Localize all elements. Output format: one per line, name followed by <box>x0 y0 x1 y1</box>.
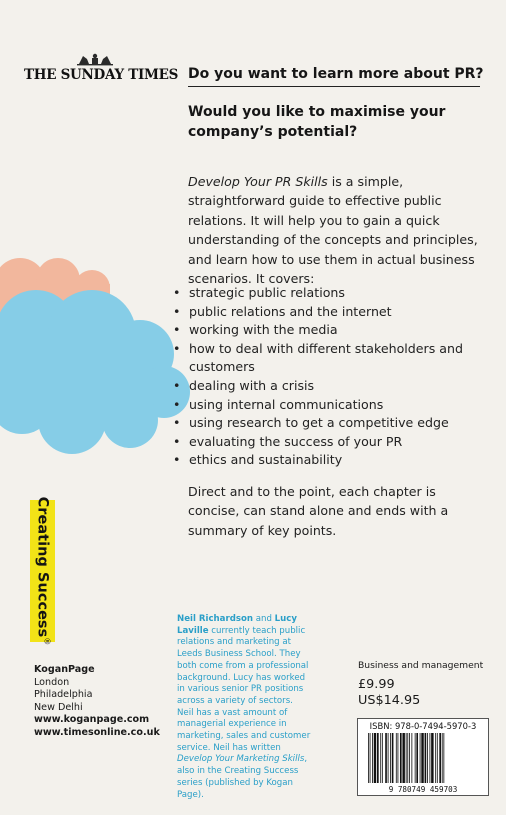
crest-icon <box>75 52 115 66</box>
barcode-bar <box>425 733 427 783</box>
list-item: • public relations and the internet <box>173 303 392 319</box>
intro-text: is a simple, straightforward guide to effective public relations. It will help you to gain a quick understanding of the concepts and principles, and learn how to use them in actual business scenarios. It covers: <box>188 174 478 287</box>
barcode-bar <box>442 733 443 783</box>
barcode-bar <box>415 733 416 783</box>
publisher-website: www.koganpage.com <box>34 714 150 726</box>
barcode-bar <box>406 733 407 783</box>
barcode-bar <box>443 733 444 783</box>
barcode-bar <box>382 733 383 783</box>
book-title: Develop Your PR Skills <box>188 174 328 189</box>
headline-question-2: Would you like to maximise your company’s potential? <box>188 104 446 140</box>
barcode-bar <box>400 733 402 783</box>
list-item: • evaluating the success of your PR <box>173 433 403 449</box>
times-website: www.timesonline.co.uk <box>34 726 160 738</box>
barcode-bar <box>416 733 418 783</box>
isbn-number: ISBN: 978-0-7494-5970-3 <box>369 721 477 731</box>
barcode-bar <box>437 733 438 783</box>
barcode-bar <box>398 733 399 783</box>
barcode-bar <box>431 733 433 783</box>
barcode-box <box>357 718 489 796</box>
barcode-bar <box>396 733 397 783</box>
barcode-bar <box>435 733 436 783</box>
list-item: • working with the media <box>173 322 338 338</box>
publisher-city: New Delhi <box>34 701 83 713</box>
list-item: • dealing with a crisis <box>173 377 315 393</box>
publisher-city: Philadelphia <box>34 689 93 701</box>
barcode-bar <box>392 733 394 783</box>
barcode-bar <box>377 733 379 783</box>
barcode-bar <box>427 733 428 783</box>
barcode-bar <box>374 733 376 783</box>
barcode-bar <box>420 733 421 783</box>
book-category: Business and management <box>358 660 484 671</box>
publisher-block <box>34 664 160 740</box>
barcode-bar <box>402 733 404 783</box>
sunday-times-masthead <box>24 52 179 83</box>
barcode-digits: 9 780749 459703 <box>388 785 458 794</box>
barcode-bar <box>409 733 410 783</box>
related-book-title: Develop Your Marketing Skills <box>177 754 305 765</box>
barcode-bar <box>430 733 431 783</box>
divider-rule <box>188 86 480 87</box>
topics-list <box>172 284 490 470</box>
publisher-city: London <box>34 676 70 688</box>
publisher-name: KoganPage <box>34 664 95 675</box>
author-name: Lucy Laville <box>177 614 297 636</box>
barcode-bar <box>380 733 381 783</box>
barcode-bar <box>407 733 408 783</box>
newspaper-name: THE SUNDAY TIMES <box>24 67 179 83</box>
price-usd: US$14.95 <box>358 693 421 708</box>
list-item: • using research to get a competitive edge <box>173 415 449 431</box>
barcode-graphic <box>358 719 488 795</box>
intro-paragraph <box>188 172 490 288</box>
author-name: Neil Richardson <box>177 614 254 624</box>
barcode-bar <box>372 733 373 783</box>
list-item: • using internal communications <box>173 396 384 412</box>
barcode-bar <box>411 733 412 783</box>
series-label: Creating Success® <box>34 496 52 646</box>
blue-cloud <box>0 290 190 454</box>
cloud-illustration <box>0 250 200 480</box>
list-item: • ethics and sustainability <box>173 452 343 468</box>
barcode-bar <box>421 733 423 783</box>
barcode-bar <box>388 733 389 783</box>
list-item: • strategic public relations <box>173 285 345 300</box>
registered-mark: ® <box>42 637 52 646</box>
barcode-bar <box>385 733 387 783</box>
barcode-bar <box>390 733 391 783</box>
price-gbp: £9.99 <box>358 677 395 692</box>
closing-paragraph: Direct and to the point, each chapter is concise, can stand alone and ends with a summary of key points. <box>188 484 449 538</box>
barcode-bar <box>368 733 369 783</box>
headline-question-1: Do you want to learn more about PR? <box>188 66 484 82</box>
author-bio: Neil Richardson and Lucy Laville currently teach public relations and marketing at Leeds Business School. They both come from a professional background. Lucy has worked in various senior PR positions across a variety of sectors. Neil has a vast amount of managerial experience in marketing, sales and customer service. Neil has written Develop Your Marketing Skills, also in the Creating Success series (published by Kogan Page). <box>177 614 311 800</box>
list-item: • how to deal with different stakeholders and customers <box>173 340 463 375</box>
barcode-bar <box>439 733 441 783</box>
barcode-bar <box>370 733 371 783</box>
